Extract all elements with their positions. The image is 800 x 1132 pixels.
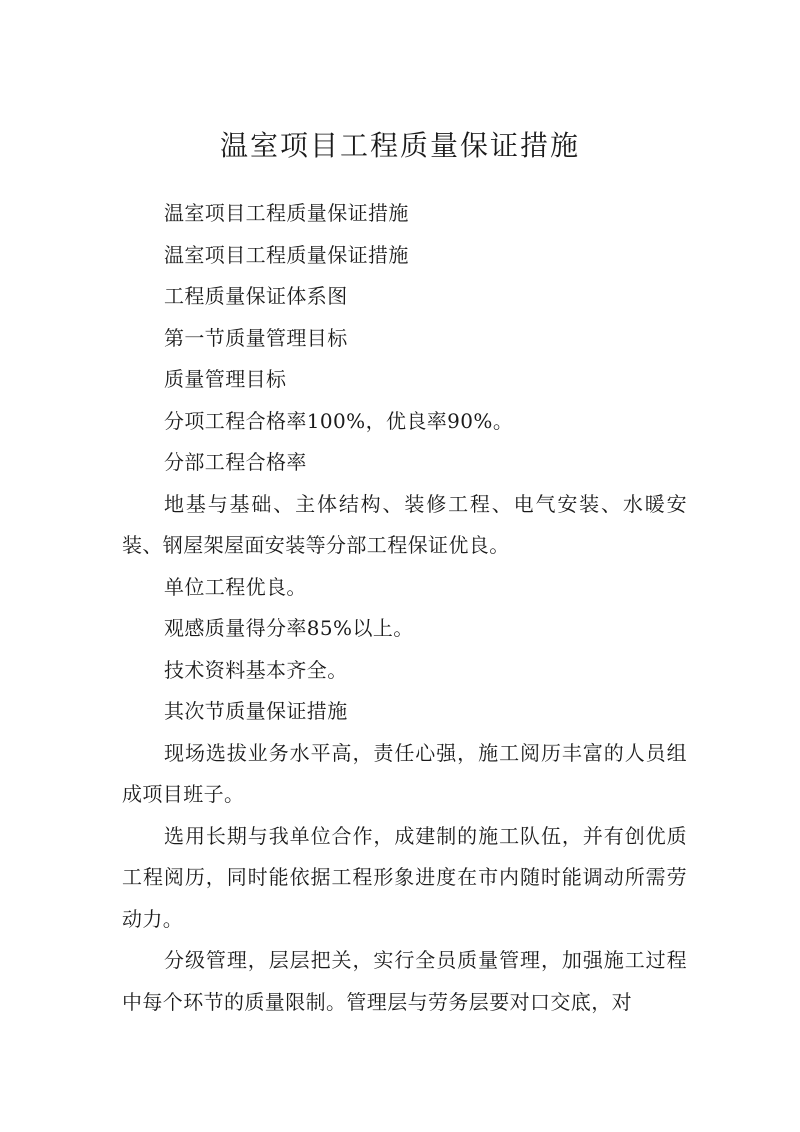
- paragraph-5: 质量管理目标: [164, 367, 287, 391]
- document-body: [122, 193, 687, 1023]
- section-heading-1: 第一节质量管理目标: [164, 325, 348, 350]
- paragraph-6: 分项工程合格率100%，优良率90%。: [164, 408, 514, 433]
- section-heading-2: 其次节质量保证措施: [164, 699, 348, 723]
- paragraph-15: 分级管理，层层把关，实行全员质量管理，加强施工过程中每个环节的质量限制。管理层与劳务层要对口交底，对: [122, 948, 687, 1014]
- paragraph-14: 选用长期与我单位合作，成建制的施工队伍，并有创优质工程阅历，同时能依据工程形象进度在市内随时能调动所需劳动力。: [122, 823, 687, 931]
- document-title: 温室项目工程质量保证措施: [219, 129, 580, 162]
- paragraph-7: 分部工程合格率: [164, 450, 307, 474]
- paragraph-9: 单位工程优良。: [164, 574, 307, 599]
- paragraph-1: 温室项目工程质量保证措施: [164, 201, 409, 225]
- paragraph-11: 技术资料基本齐全。: [164, 657, 348, 682]
- paragraph-13: 现场选拔业务水平高，责任心强，施工阅历丰富的人员组成项目班子。: [122, 740, 687, 806]
- paragraph-10: 观感质量得分率85%以上。: [164, 616, 414, 640]
- paragraph-2: 温室项目工程质量保证措施: [164, 242, 409, 267]
- paragraph-8: 地基与基础、主体结构、装修工程、电气安装、水暖安装、钢屋架屋面安装等分部工程保证优良。: [122, 491, 687, 557]
- paragraph-3: 工程质量保证体系图: [164, 284, 348, 308]
